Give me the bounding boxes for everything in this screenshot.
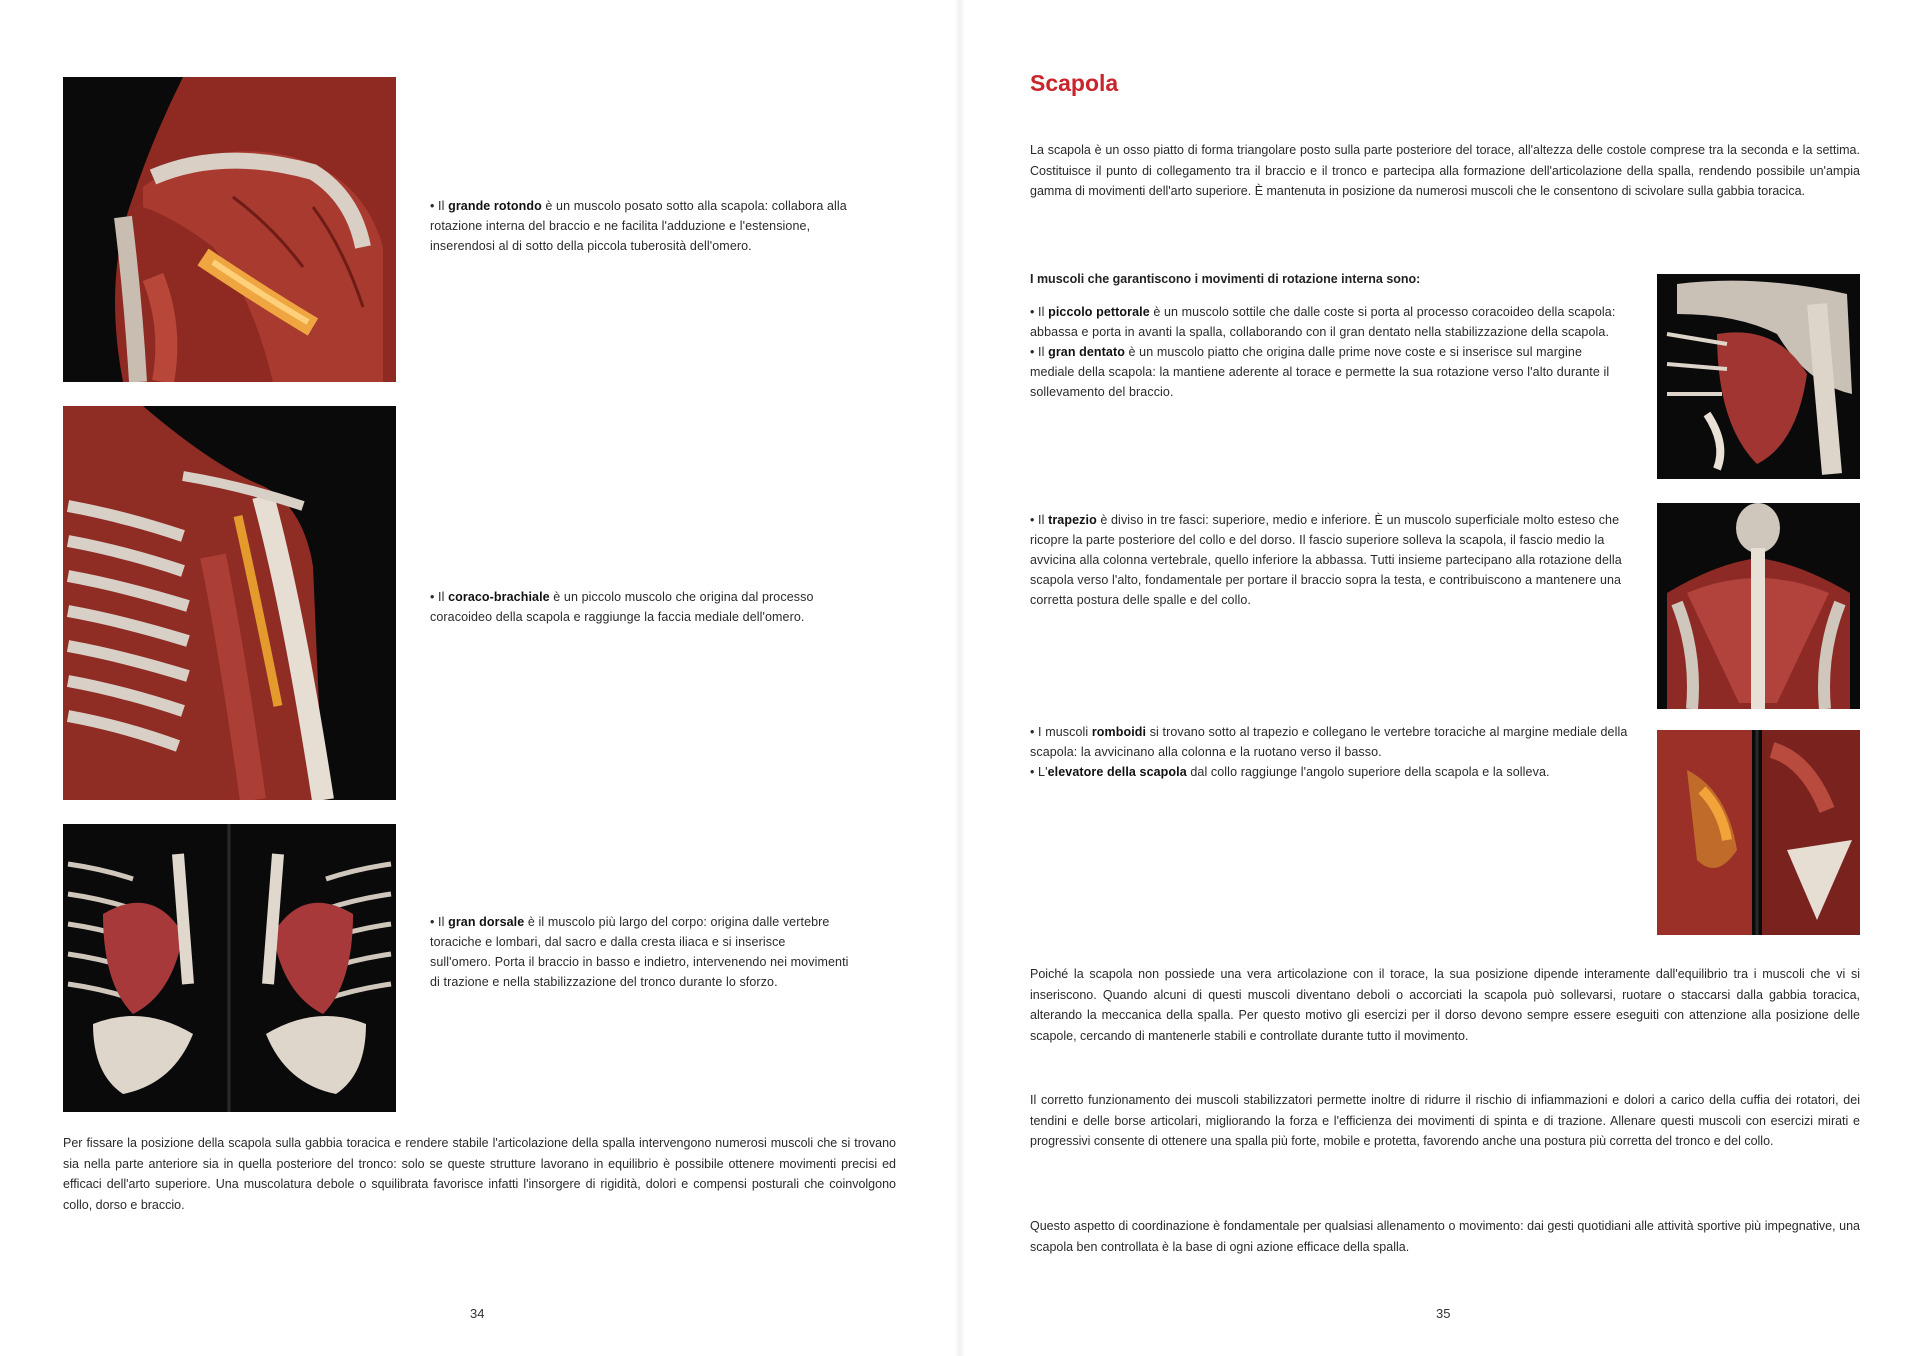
caption-teres-major: • Il grande rotondo è un muscolo posato sotto alla scapola: collabora alla rotazione interna del braccio e ne facilita l'adduzione e l'estensione, inserendosi al di sotto della piccola tuberosità dell'omero. bbox=[430, 199, 847, 253]
anatomy-photo-rhomboids bbox=[1657, 730, 1860, 935]
anatomy-photo-coracobrachialis bbox=[63, 406, 396, 800]
book-spine bbox=[955, 0, 965, 1356]
page-number-right: 35 bbox=[1436, 1306, 1451, 1321]
anatomy-photo-trapezius bbox=[1657, 503, 1860, 709]
intro-paragraph: La scapola è un osso piatto di forma triangolare posto sulla parte posteriore del torace, all'altezza delle costole comprese tra la seconda e la settima. Costituisce il punto di collegamento tra il braccio e il tronco e partecipa alla formazione dell'articolazione della spalla, rendendo possibile un'ampia gamma di movimenti dell'arto superiore. È mantenuta in posizione da numerosi muscoli che le consentono di scivolare sulla gabbia toracica. bbox=[1030, 143, 1860, 198]
section-subheading: I muscoli che garantiscono i movimenti di rotazione interna sono: bbox=[1030, 272, 1421, 286]
caption-rhomboids-levator: • I muscoli romboidi si trovano sotto al trapezio e collegano le vertebre toraciche al margine mediale della scapola: la avvicinano alla colonna e la ruotano verso il basso. • L'elevatore della scapola dal collo raggiunge l'angolo superiore della scapola e la solleva. bbox=[1030, 725, 1628, 779]
caption-latissimus-dorsi: • Il gran dorsale è il muscolo più largo del corpo: origina dalle vertebre toraciche e lombari, dal sacro e dalla cresta iliaca e si inserisce sull'omero. Porta il braccio in basso e indietro, intervenendo nei movimenti di trazione e nella stabilizzazione del tronco durante lo sforzo. bbox=[430, 915, 849, 989]
right-body-paragraph-1: Poiché la scapola non possiede una vera articolazione con il torace, la sua posizione dipende interamente dall'equilibrio tra i muscoli che vi si inseriscono. Quando alcuni di questi muscoli diventano deboli o accorciati la scapola può sollevarsi, ruotare o staccarsi dalla gabbia toracica, alterando la meccanica della spalla. Per questo motivo gli esercizi per il dorso devono sempre essere eseguiti con attenzione alla posizione delle scapole, cercando di mantenerle stabili e controllate durante tutto il movimento. bbox=[1030, 967, 1860, 1043]
left-body-paragraph: Per fissare la posizione della scapola sulla gabbia toracica e rendere stabile l'articolazione della spalla intervengono numerosi muscoli che si trovano sia nella parte anteriore sia in quella posteriore del tronco: solo se queste strutture lavorano in equilibrio è possibile ottenere movimenti precisi ed efficaci dell'arto superiore. Una muscolatura debole o squilibrata favorisce infatti l'insorgere di rigidità, dolori e compensi posturali che coinvolgono collo, dorso e braccio. bbox=[63, 1136, 896, 1212]
page-number-left: 34 bbox=[470, 1306, 485, 1321]
caption-pectoralis-serratus: • Il piccolo pettorale è un muscolo sottile che dalle coste si porta al processo coracoideo della scapola: abbassa e porta in avanti la spalla, collaborando con il gran dentato nella stabilizzazione della scapola. • Il gran dentato è un muscolo piatto che origina dalle prime nove coste e si inserisce sul margine mediale della scapola: la mantiene aderente al torace e permette la sua rotazione verso l'alto durante il sollevamento del braccio. bbox=[1030, 305, 1616, 399]
right-body-paragraph-3: Questo aspetto di coordinazione è fondamentale per qualsiasi allenamento o movimento: dai gesti quotidiani alle attività sportive più impegnative, una scapola ben controllata è la base di ogni azione efficace della spalla. bbox=[1030, 1219, 1860, 1254]
right-body-paragraph-2: Il corretto funzionamento dei muscoli stabilizzatori permette inoltre di ridurre il rischio di infiammazioni e dolori a carico della cuffia dei rotatori, dei tendini e delle borse articolari, migliorando la forza e l'efficienza dei movimenti di spinta e di trazione. Allenare questi muscoli con esercizi mirati e progressivi consente di ottenere una spalla più forte, mobile e protetta, favorendo anche una postura più corretta del tronco e del collo. bbox=[1030, 1093, 1860, 1148]
anatomy-photo-teres-major bbox=[63, 77, 396, 382]
anatomy-photo-latissimus-dorsi bbox=[63, 824, 396, 1112]
caption-trapezius: • Il trapezio è diviso in tre fasci: superiore, medio e inferiore. È un muscolo superficiale molto esteso che ricopre la parte posteriore del collo e del dorso. Il fascio superiore solleva la scapola, il fascio medio la avvicina alla colonna vertebrale, quello inferiore la abbassa. Tutti insieme partecipano alla rotazione della scapola verso l'alto, fondamentale per portare il braccio sopra la testa, e contribuiscono a mantenere una corretta postura delle spalle e del collo. bbox=[1030, 513, 1622, 607]
caption-coracobrachialis: • Il coraco-brachiale è un piccolo muscolo che origina dal processo coracoideo della scapola e raggiunge la faccia mediale dell'omero. bbox=[430, 590, 814, 624]
anatomy-photo-serratus bbox=[1657, 274, 1860, 479]
page-title: Scapola bbox=[1030, 70, 1119, 96]
